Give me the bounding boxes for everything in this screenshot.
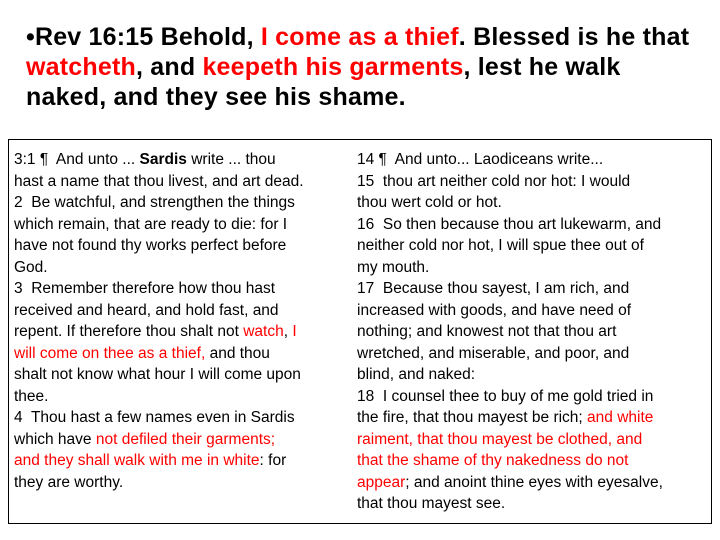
highlighted-text: appear	[357, 473, 406, 491]
text-line	[14, 214, 354, 236]
text-run: neither cold nor hot, I will spue thee out of	[357, 237, 644, 254]
text-run: write ... thou	[186, 151, 276, 168]
heading-segment: watcheth	[26, 53, 136, 81]
text-line	[14, 149, 354, 171]
text-run: 17 Because thou sayest, I am rich, and	[357, 280, 630, 297]
text-run: which remain, that are ready to die: for I	[14, 215, 288, 233]
text-run: thee.	[14, 387, 49, 405]
text-line	[357, 278, 707, 300]
heading-segment: , and	[135, 53, 203, 81]
verse-heading	[26, 22, 706, 112]
text-line	[357, 171, 707, 193]
text-line	[357, 343, 707, 365]
text-run: thou wert cold or hot.	[357, 194, 502, 211]
text-run: that thou mayest see.	[357, 495, 506, 512]
text-line	[14, 257, 354, 279]
text-run: and thou	[205, 344, 270, 362]
text-run: 16 So then because thou art lukewarm, and	[357, 215, 662, 233]
text-line	[357, 364, 707, 386]
scripture-box	[8, 139, 712, 524]
highlighted-text: watch	[243, 323, 284, 340]
text-line	[357, 257, 707, 279]
text-line	[357, 300, 707, 322]
text-run: 3:1 ¶ And unto ...	[14, 151, 140, 168]
text-run: ,	[283, 323, 293, 340]
text-run: blind, and naked:	[357, 366, 476, 383]
highlighted-text: will come on thee as a thief,	[14, 344, 206, 362]
text-line	[357, 450, 707, 472]
text-run: my mouth.	[357, 258, 430, 276]
text-line	[14, 429, 354, 451]
text-line	[357, 192, 707, 214]
text-run: 3 Remember therefore how thou hast	[14, 280, 276, 297]
text-run: 14 ¶ And unto... Laodiceans write...	[357, 151, 604, 168]
text-run: wretched, and miserable, and poor, and	[357, 344, 630, 362]
text-line	[14, 192, 354, 214]
text-run: repent. If therefore thou shalt not	[14, 323, 244, 340]
highlighted-text: that the shame of thy nakedness do not	[357, 452, 629, 469]
text-run: 2 Be watchful, and strengthen the things	[14, 194, 295, 211]
laodicea-column	[357, 149, 707, 515]
text-run: which have	[14, 430, 96, 448]
text-run: hast a name that thou livest, and art dead.	[14, 172, 304, 190]
text-line	[357, 235, 707, 257]
text-line	[14, 321, 354, 343]
text-line	[14, 407, 354, 429]
text-run: nothing; and knowest not that thou art	[357, 323, 617, 340]
text-line	[14, 171, 354, 193]
heading-segment: . Blessed is he that	[458, 23, 690, 51]
text-run: increased with goods, and have need of	[357, 301, 632, 319]
text-line	[14, 472, 354, 494]
text-run: the fire, that thou mayest be rich;	[357, 409, 588, 426]
text-line	[14, 386, 354, 408]
highlighted-text: and white	[587, 409, 654, 426]
text-run: they are worthy.	[14, 473, 124, 491]
text-line	[14, 300, 354, 322]
text-run: : for	[259, 452, 287, 469]
text-run: 4 Thou hast a few names even in Sardis	[14, 409, 295, 426]
text-line	[357, 386, 707, 408]
heading-segment: , lest he walk naked, and they see his shame.	[26, 53, 621, 111]
text-line	[357, 407, 707, 429]
text-line	[357, 493, 707, 515]
highlighted-text: and they shall walk with me in white	[14, 452, 260, 469]
text-run: ; and anoint thine eyes with eyesalve,	[405, 473, 663, 491]
text-run: shalt not know what hour I will come upon	[14, 366, 301, 383]
text-line	[357, 429, 707, 451]
text-run: Sardis	[139, 151, 187, 168]
text-run: have not found thy works perfect before	[14, 237, 287, 254]
text-line	[357, 214, 707, 236]
heading-segment: •Rev 16:15 Behold,	[26, 23, 261, 51]
text-run: 15 thou art neither cold nor hot: I would	[357, 172, 631, 190]
text-line	[14, 278, 354, 300]
text-line	[357, 472, 707, 494]
text-line	[14, 235, 354, 257]
text-line	[14, 364, 354, 386]
highlighted-text: raiment, that thou mayest be clothed, and	[357, 430, 643, 448]
text-line	[357, 149, 707, 171]
heading-segment: keepeth his garments	[202, 53, 464, 81]
heading-segment: I come as a thief	[260, 23, 459, 51]
highlighted-text: I	[292, 323, 297, 340]
highlighted-text: not defiled their garments;	[95, 430, 276, 448]
text-line	[14, 343, 354, 365]
sardis-column	[14, 149, 354, 493]
text-line	[14, 450, 354, 472]
text-run: 18 I counsel thee to buy of me gold tried in	[357, 387, 654, 405]
text-run: God.	[14, 258, 48, 276]
text-line	[357, 321, 707, 343]
text-run: received and heard, and hold fast, and	[14, 301, 279, 319]
